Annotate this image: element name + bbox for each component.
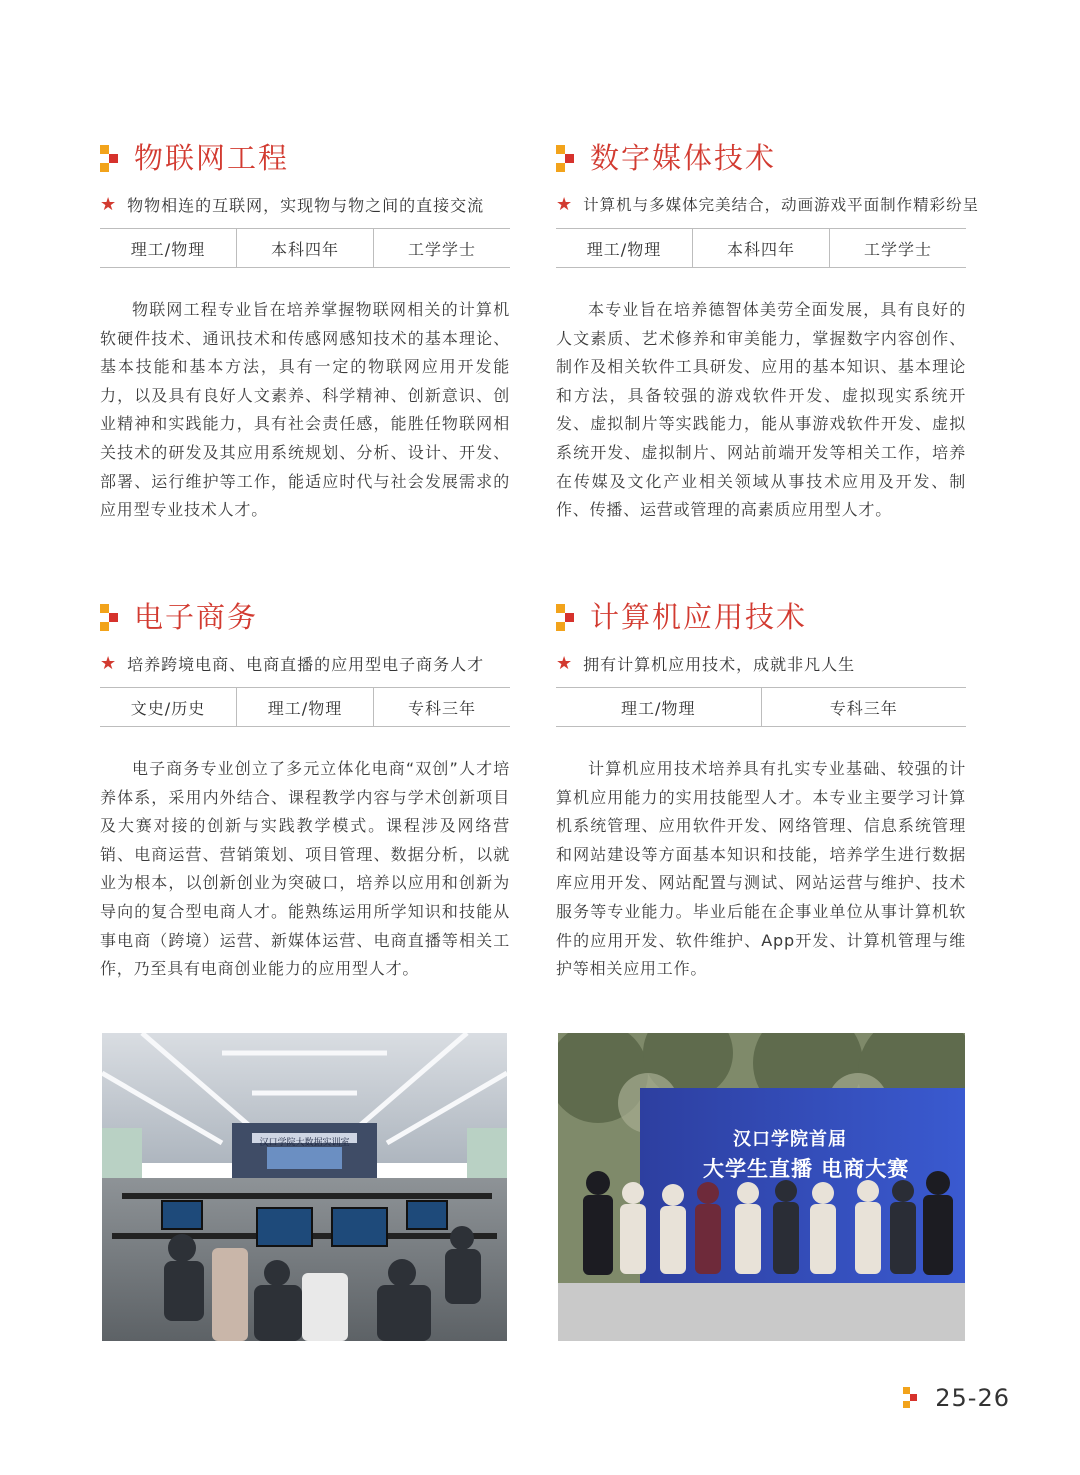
tag-subject-alt: 理工/物理 [236, 688, 373, 726]
page-logo-icon [903, 1387, 925, 1409]
section-body: 计算机应用技术培养具有扎实专业基础、较强的计算机应用能力的实用技能型人才。本专业主要学习计算机系统管理、应用软件开发、网络管理、信息系统管理和网站建设等方面基本知识和技能，培养学生进行数据库应用开发、网站配置与测试、网站运营与维护、技术服务等专业能力。毕业后能在企事业单位从事计算机软件的应用开发、软件维护、App开发、计算机管理与维护等相关应用工作。 [556, 759, 966, 979]
section-logo-icon [100, 604, 126, 630]
tag-subject: 理工/物理 [621, 698, 696, 718]
tag-row [100, 687, 510, 727]
section-title: 数字媒体技术 [590, 141, 777, 175]
photo-computer-lab [102, 1033, 507, 1341]
tag-subject: 理工/物理 [130, 239, 206, 259]
tag-duration: 专科三年 [373, 688, 510, 726]
section-body: 本专业旨在培养德智体美劳全面发展，具有良好的人文素质、艺术修养和审美能力，掌握数字内容创作、制作及相关软件工具研发、应用的基本知识、基本理论和方法，具备较强的游戏软件开发、虚拟现实系统开发、虚拟制片等实践能力，能从事游戏软件开发、虚拟系统开发、虚拟制片、网站前端开发等相关工作，培养在传媒及文化产业相关领域从事技术应用及开发、制作、传播、运营或管理的高素质应用型人才。 [556, 300, 966, 520]
lab-sign-text: 汉口学院大数据实训室 [259, 1138, 350, 1148]
star-icon: ★ [556, 652, 574, 674]
section-ecommerce [100, 597, 510, 984]
section-title: 计算机应用技术 [590, 600, 808, 634]
tag-subject: 文史/历史 [130, 698, 206, 718]
computer-lab-illustration [102, 1033, 507, 1341]
tag-row [556, 687, 966, 727]
banner-line1: 汉口学院首届 [733, 1129, 847, 1150]
star-icon: ★ [100, 652, 118, 674]
section-title: 电子商务 [134, 600, 259, 634]
section-computer-application [556, 597, 966, 984]
banner-line2: 大学生直播 电商大赛 [703, 1157, 910, 1181]
page-number-text: 25-26 [935, 1384, 1010, 1412]
section-logo-icon [556, 604, 582, 630]
tag-duration: 专科三年 [761, 688, 967, 726]
tag-duration: 本科四年 [236, 229, 373, 267]
section-logo-icon [556, 145, 582, 171]
section-slogan: 培养跨境电商、电商直播的应用型电子商务人才 [127, 654, 485, 674]
section-slogan: 计算机与多媒体完美结合，动画游戏平面制作精彩纷呈 [583, 196, 980, 214]
section-body: 物联网工程专业旨在培养掌握物联网相关的计算机软硬件技术、通讯技术和传感网感知技术的基本理论、基本技能和基本方法，具有一定的物联网应用开发能力，以及具有良好人文素养、科学精神、创新意识、创业精神和实践能力，具有社会责任感，能胜任物联网相关技术的研发及其应用系统规划、分析、设计、开发、部署、运行维护等工作，能适应时代与社会发展需求的应用型专业技术人才。 [100, 300, 510, 520]
page-number [903, 1384, 1010, 1412]
tag-row [100, 228, 510, 268]
section-slogan: 物物相连的互联网，实现物与物之间的直接交流 [127, 195, 485, 215]
section-logo-icon [100, 145, 126, 171]
photo-ecommerce-competition [558, 1033, 965, 1341]
section-body: 电子商务专业创立了多元立体化电商“双创”人才培养体系，采用内外结合、课程教学内容与学术创新项目及大赛对接的创新与实践教学模式。课程涉及网络营销、电商运营、营销策划、项目管理、数据分析，以就业为根本，以创新创业为突破口，培养以应用和创新为导向的复合型电商人才。能熟练运用所学知识和技能从事电商（跨境）运营、新媒体运营、电商直播等相关工作，乃至具有电商创业能力的应用型人才。 [100, 759, 510, 979]
star-icon: ★ [100, 193, 118, 215]
competition-illustration [558, 1033, 965, 1341]
star-icon: ★ [556, 193, 574, 215]
tag-degree: 工学学士 [829, 229, 966, 267]
section-iot [100, 138, 510, 525]
section-title: 物联网工程 [134, 141, 290, 175]
tag-row [556, 228, 966, 268]
tag-subject: 理工/物理 [586, 239, 662, 259]
section-slogan: 拥有计算机应用技术，成就非凡人生 [583, 654, 856, 674]
tag-duration: 本科四年 [692, 229, 829, 267]
tag-degree: 工学学士 [373, 229, 510, 267]
section-digital-media [556, 138, 980, 525]
